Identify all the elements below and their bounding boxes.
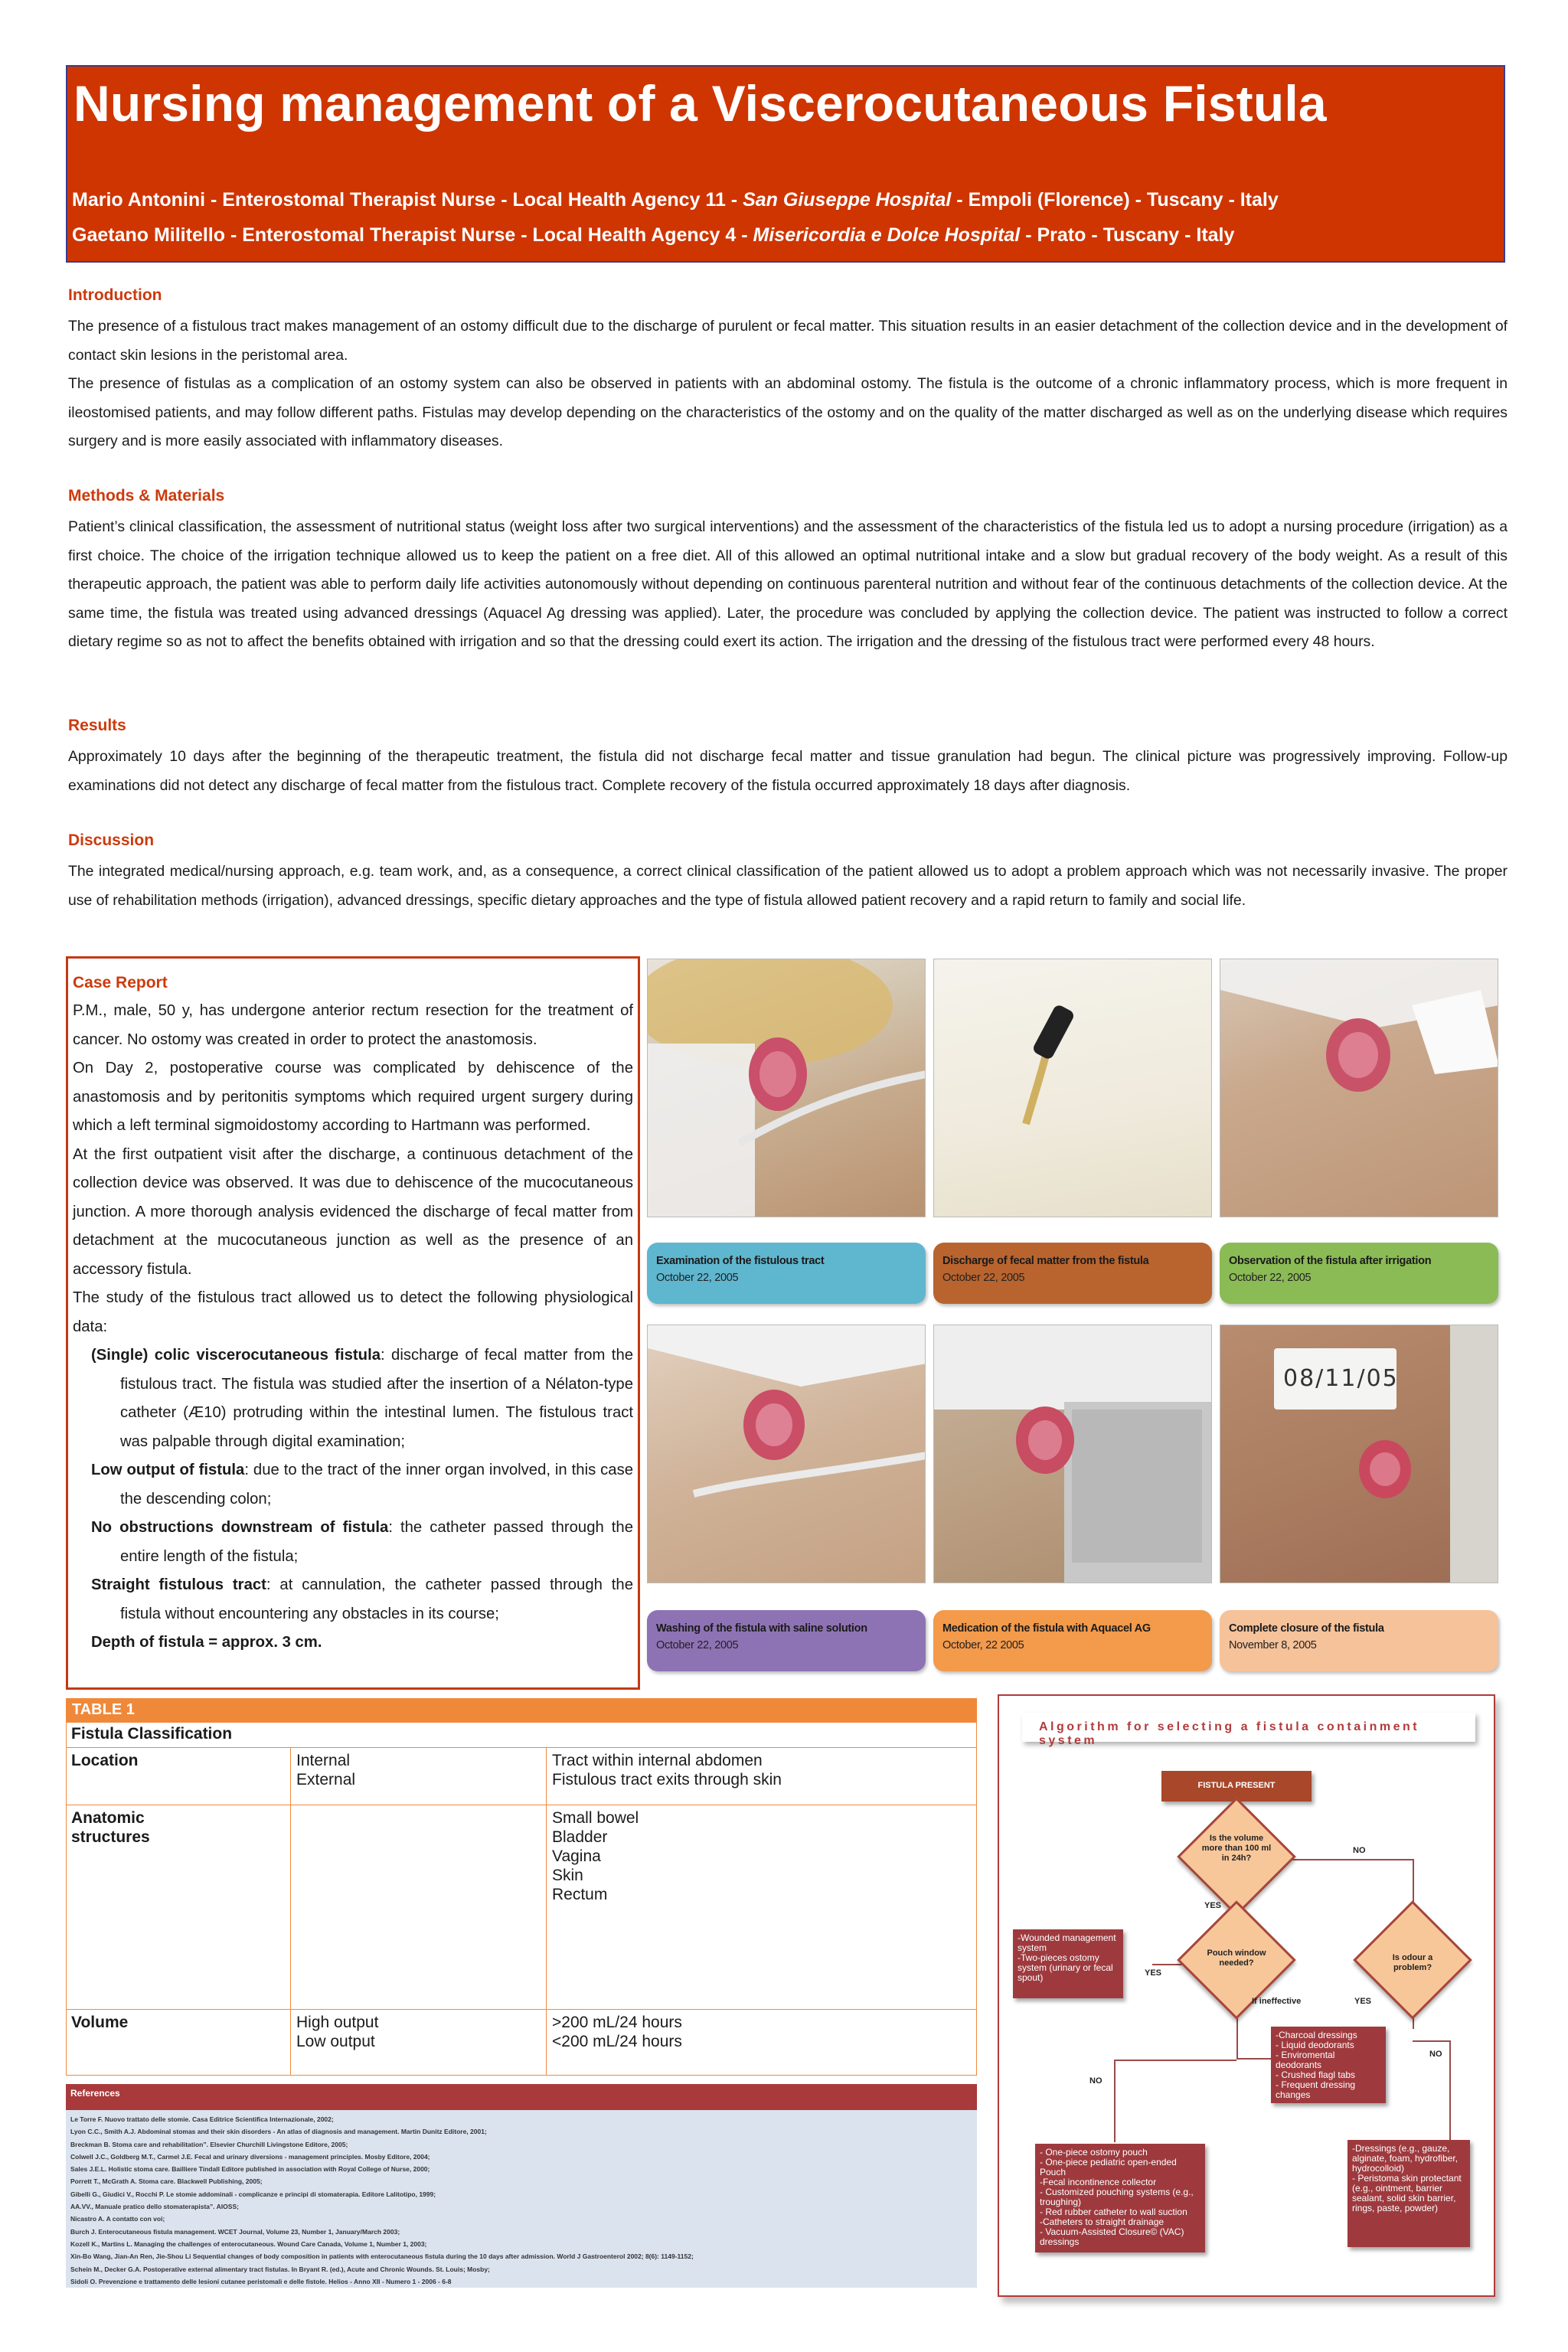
photo-discharge-image [934, 959, 1212, 1217]
case-item-2-title: Low output of fistula [91, 1462, 245, 1478]
photo-after-irrigation-image [1220, 959, 1498, 1217]
algorithm-label-no-3: NO [1089, 2076, 1102, 2086]
caption-discharge-title: Discharge of fecal matter from the fistula [942, 1255, 1149, 1267]
table-fistula-classification [66, 1698, 977, 2076]
photo-discharge [933, 959, 1212, 1217]
caption-examination [647, 1243, 926, 1304]
author1-text: Mario Antonini - Enterostomal Therapist Nurse - Local Health Agency 11 - [72, 189, 743, 211]
case-paragraph-4: The study of the fistulous tract allowed us to detect the following physiological data: [73, 1289, 633, 1335]
caption-medication [933, 1610, 1212, 1671]
case-item-2 [73, 1456, 633, 1514]
caption-after-irrigation [1220, 1243, 1498, 1304]
algorithm-label-yes-1: YES [1204, 1901, 1222, 1910]
reference-item: Colwell J.C., Goldberg M.T., Carmel J.E. Fecal and urinary diversions - management principles. Mosby Editore, 2004; [70, 2152, 430, 2161]
photo-examination [647, 959, 926, 1217]
algorithm-decision-pouch-text: Pouch window needed? [1207, 1949, 1266, 1968]
case-item-5-title: Depth of fistula = approx. 3 cm. [91, 1634, 322, 1651]
caption-closure [1220, 1610, 1498, 1671]
case-item-1 [73, 1341, 633, 1456]
reference-item: Sales J.E.L. Holistic stoma care. Bailliere Tindall Editore published in association with Royal College of Nurse, 2000; [70, 2165, 430, 2174]
case-item-3-title: No obstructions downstream of fistula [91, 1519, 389, 1536]
methods-section [68, 487, 1508, 657]
references-heading: References [66, 2084, 977, 2110]
algorithm-label-no-2: NO [1429, 2050, 1442, 2059]
algorithm-label-yes-2: YES [1145, 1968, 1162, 1978]
discussion-section [68, 831, 1508, 915]
case-item-5 [73, 1628, 633, 1658]
table-row-location-type: Internal External [296, 1752, 356, 1788]
case-paragraph-2: On Day 2, postoperative course was complicated by dehiscence of the anastomosis and by peritonitis symptoms which required urgent surgery during which a left terminal sigmoidostomy according to Hartmann was performed. [73, 1060, 633, 1134]
case-item-3 [73, 1514, 633, 1571]
caption-washing-date: October 22, 2005 [656, 1639, 739, 1651]
algorithm-panel [998, 1694, 1495, 2297]
case-item-2-text: : due to the tract of the inner organ involved, in this case the descending colon; [120, 1462, 634, 1508]
reference-item: Sidoli O. Prevenzione e trattamento delle lesioni cutanee peristomali e delle fistole. Helios - Anno XII - Numero 1 - 2006 - 6-8 [70, 2277, 452, 2285]
case-paragraph-3: At the first outpatient visit after the discharge, a continuous detachment of the collection device was observed. It was due to dehiscence of the mucocutaneous junction. A more thorough analysis evidenced the discharge of fecal matter from detachment at the mucocutaneous junction as well as the presence of an accessory fistula. [73, 1145, 633, 1278]
table-row-volume [66, 2010, 977, 2076]
photo-medication-image [934, 1325, 1212, 1583]
case-item-4-title: Straight fistulous tract [91, 1576, 266, 1593]
table-row-volume-desc: >200 mL/24 hours <200 mL/24 hours [552, 2014, 682, 2050]
table-row-location-desc: Tract within internal abdomen Fistulous tract exits through skin [552, 1752, 782, 1788]
photo-medication [933, 1325, 1212, 1583]
caption-discharge [933, 1243, 1212, 1304]
case-report-box [66, 956, 640, 1690]
introduction-paragraph-2: The presence of fistulas as a complication of an ostomy system can also be observed in patients with an abdominal ostomy. The fistula is the outcome of a chronic inflammatory process, which is more frequent in ileostomised patients, and may follow different paths. Fistulas may develop depending on the characteristics of the ostomy and on the quality of the matter discharged as well as on the underlying disease which requires surgery and is more easily associated with inflammatory diseases. [68, 375, 1508, 449]
algorithm-label-no-1: NO [1353, 1846, 1366, 1855]
discussion-heading: Discussion [68, 831, 155, 849]
reference-item: Schein M., Decker G.A. Postoperative external alimentary tract fistulas. In Bryant R. (ed.), Acute and Chronic Wounds. St. Louis; Mosby; [70, 2265, 490, 2273]
caption-medication-date: October, 22 2005 [942, 1639, 1024, 1651]
methods-heading: Methods & Materials [68, 487, 225, 505]
introduction-section [68, 286, 1508, 456]
references-box [66, 2084, 977, 2288]
table-row-anatomic-label: Anatomic structures [71, 1809, 150, 1846]
table-row-volume-type: High output Low output [296, 2014, 379, 2050]
algorithm-label-ineffective: If ineffective [1252, 1997, 1302, 2006]
photo-closure [1220, 1325, 1498, 1583]
algorithm-decision-volume-text: Is the volume more than 100 ml in 24h? [1201, 1834, 1272, 1863]
case-item-4 [73, 1571, 633, 1628]
reference-item: Xin-Bo Wang, Jian-An Ren, Jie-Shou Li Sequential changes of body composition in patients with enterocutaneous fistula during the 10 days after admission. World J Gastroenterol 2002; 8(6): 1149-1152; [70, 2252, 694, 2261]
algorithm-box-wound-management: -Wounded management system -Two-pieces ostomy system (urinary or fecal spout) [1013, 1929, 1123, 1998]
poster-title: Nursing management of a Viscerocutaneous Fistula [74, 75, 1327, 132]
photo-examination-image [648, 959, 926, 1217]
caption-closure-title: Complete closure of the fistula [1229, 1622, 1384, 1635]
table-row-location-label: Location [71, 1752, 139, 1769]
photo-closure-image [1220, 1325, 1498, 1583]
algorithm-start-box: FISTULA PRESENT [1161, 1771, 1312, 1802]
table-row-volume-label: Volume [71, 2014, 129, 2031]
author-line-2 [72, 224, 1234, 247]
caption-closure-date: November 8, 2005 [1229, 1639, 1317, 1651]
case-report-heading: Case Report [73, 974, 168, 991]
caption-medication-title: Medication of the fistula with Aquacel AG [942, 1622, 1151, 1635]
reference-item: Nicastro A. A contatto con voi; [70, 2215, 165, 2223]
reference-item: Kozell K., Martins L. Managing the challenges of enterocutaneous. Wound Care Canada, Volume 1, Number 1, 2003; [70, 2239, 427, 2248]
table-row-anatomic [66, 1805, 977, 2010]
introduction-paragraph-1: The presence of a fistulous tract makes management of an ostomy difficult due to the discharge of purulent or fecal matter. This situation results in an easier detachment of the collection device and in the development of contact skin lesions in the peristomal area. [68, 318, 1508, 364]
author1-hospital: San Giuseppe Hospital [743, 189, 952, 211]
table-row-location [66, 1748, 977, 1805]
table-label: TABLE 1 [66, 1698, 977, 1723]
reference-item: Gibelli G., Giudici V., Rocchi P. Le stomie addominali - complicanze e principi di stomaterapia. Editore Lalitotipo, 1999; [70, 2190, 436, 2198]
reference-item: Porrett T., McGrath A. Stoma care. Blackwell Publishing, 2005; [70, 2177, 263, 2186]
algorithm-label-yes-3: YES [1354, 1997, 1372, 2006]
results-paragraph: Approximately 10 days after the beginning of the therapeutic treatment, the fistula did not discharge fecal matter and tissue granulation had begun. The clinical picture was progressively improving. Follow-up examinations did not detect any discharge of fecal matter from the fistulous tract. Complete recovery of the fistula occurred approximately 18 days after diagnosis. [68, 748, 1508, 794]
caption-after-irrigation-date: October 22, 2005 [1229, 1272, 1312, 1284]
algorithm-box-deodorants: -Charcoal dressings - Liquid deodorants - Enviromental deodorants - Crushed flagl tabs - Frequent dressing changes [1271, 2027, 1386, 2103]
photo-date-label: 08/11/05 [1283, 1365, 1399, 1392]
table-row-anatomic-desc: Small bowel Bladder Vagina Skin Rectum [552, 1809, 639, 1903]
methods-paragraph: Patient’s clinical classification, the assessment of nutritional status (weight loss after two surgical interventions) and the assessment of the characteristics of the fistula led us to adopt a nursing procedure (irrigation) as a first choice. The choice of the irrigation technique allowed us to keep the patient on a free diet. All of this allowed an optimal nutritional intake and a slow but gradual recovery of the body weight. As a result of this therapeutic approach, the patient was able to perform daily life activities autonomously without depending on continuous parenteral nutrition and without fear of the continuous detachments of the collection device. At the same time, the fistula was treated using advanced dressings (Aquacel Ag dressing was applied). Later, the procedure was concluded by applying the collection device. The patient was instructed to follow a correct dietary regime so as not to affect the benefits obtained with irrigation and so that the dressing could exert its action. The irrigation and the dressing of the fistulous tract were performed every 48 hours. [68, 518, 1508, 650]
reference-item: AA.VV., Manuale pratico dello stomaterapista”. AIOSS; [70, 2203, 239, 2211]
caption-examination-title: Examination of the fistulous tract [656, 1255, 825, 1267]
results-section [68, 717, 1508, 800]
discussion-paragraph: The integrated medical/nursing approach, e.g. team work, and, as a consequence, a correct clinical classification of the patient allowed us to adopt a problem approach which was not necessarily invasive. The proper use of rehabilitation methods (irrigation), advanced dressings, specific dietary approaches and the type of fistula allowed patient recovery and a rapid return to family and social life. [68, 863, 1508, 909]
author2-hospital: Misericordia e Dolce Hospital [753, 224, 1021, 246]
reference-item: Burch J. Enterocutaneous fistula management. WCET Journal, Volume 23, Number 1, January/March 2003; [70, 2227, 400, 2236]
poster-header [66, 65, 1505, 263]
caption-washing [647, 1610, 926, 1671]
caption-washing-title: Washing of the fistula with saline solution [656, 1622, 867, 1635]
caption-examination-date: October 22, 2005 [656, 1272, 739, 1284]
case-paragraph-1: P.M., male, 50 y, has undergone anterior rectum resection for the treatment of cancer. No ostomy was created in order to protect the anastomosis. [73, 1002, 633, 1048]
caption-discharge-date: October 22, 2005 [942, 1272, 1025, 1284]
case-item-3-text: : the catheter passed through the entire length of the fistula; [120, 1519, 633, 1565]
references-list [66, 2110, 977, 2288]
author1-location: - Empoli (Florence) - Tuscany - Italy [951, 189, 1279, 211]
case-item-1-text: : discharge of fecal matter from the fistulous tract. The fistula was studied after the insertion of a Nélaton-type catheter (Æ10) protruding within the intestinal lumen. The fistulous tract was palpable through digital examination; [120, 1347, 634, 1450]
author-line-1 [72, 189, 1279, 211]
photo-after-irrigation [1220, 959, 1498, 1217]
case-item-1-title: (Single) colic viscerocutaneous fistula [91, 1347, 381, 1364]
reference-item: Breckman B. Stoma care and rehabilitation”. Elsevier Churchill Livingstone Editore, 2005; [70, 2140, 348, 2148]
photo-washing-image [648, 1325, 926, 1583]
algorithm-box-dressings: -Dressings (e.g., gauze, alginate, foam, hydrofiber, hydrocolloid) - Peristoma skin protectant (e.g., ointment, barrier sealant, solid skin barrier, rings, paste, powder) [1348, 2140, 1470, 2247]
reference-item: Le Torre F. Nuovo trattato delle stomie. Casa Editrice Scientifica Internazionale, 2002; [70, 2115, 334, 2123]
author2-location: - Prato - Tuscany - Italy [1020, 224, 1235, 246]
photo-washing [647, 1325, 926, 1583]
author2-text: Gaetano Militello - Enterostomal Therapist Nurse - Local Health Agency 4 - [72, 224, 753, 246]
caption-after-irrigation-title: Observation of the fistula after irrigation [1229, 1255, 1432, 1267]
algorithm-box-pouching: - One-piece ostomy pouch - One-piece pediatric open-ended Pouch -Fecal incontinence collector - Customized pouching systems (e.g., troughing) - Red rubber catheter to wall suction -Catheters to straight drainage - Vacuum-Assisted Closure© (VAC) dressings [1035, 2144, 1205, 2252]
introduction-heading: Introduction [68, 286, 162, 304]
results-heading: Results [68, 717, 126, 734]
algorithm-decision-odour-text: Is odour a problem? [1392, 1953, 1433, 1972]
reference-item: Lyon C.C., Smith A.J. Abdominal stomas and their skin disorders - An atlas of diagnosis and management. Martin Dunitz Editore, 2001; [70, 2128, 487, 2136]
algorithm-title: Algorithm for selecting a fistula containment system [1022, 1713, 1475, 1742]
case-item-4-text: : at cannulation, the catheter passed through the fistula without encountering any obstacles in its course; [120, 1576, 633, 1622]
table-title: Fistula Classification [66, 1723, 977, 1748]
